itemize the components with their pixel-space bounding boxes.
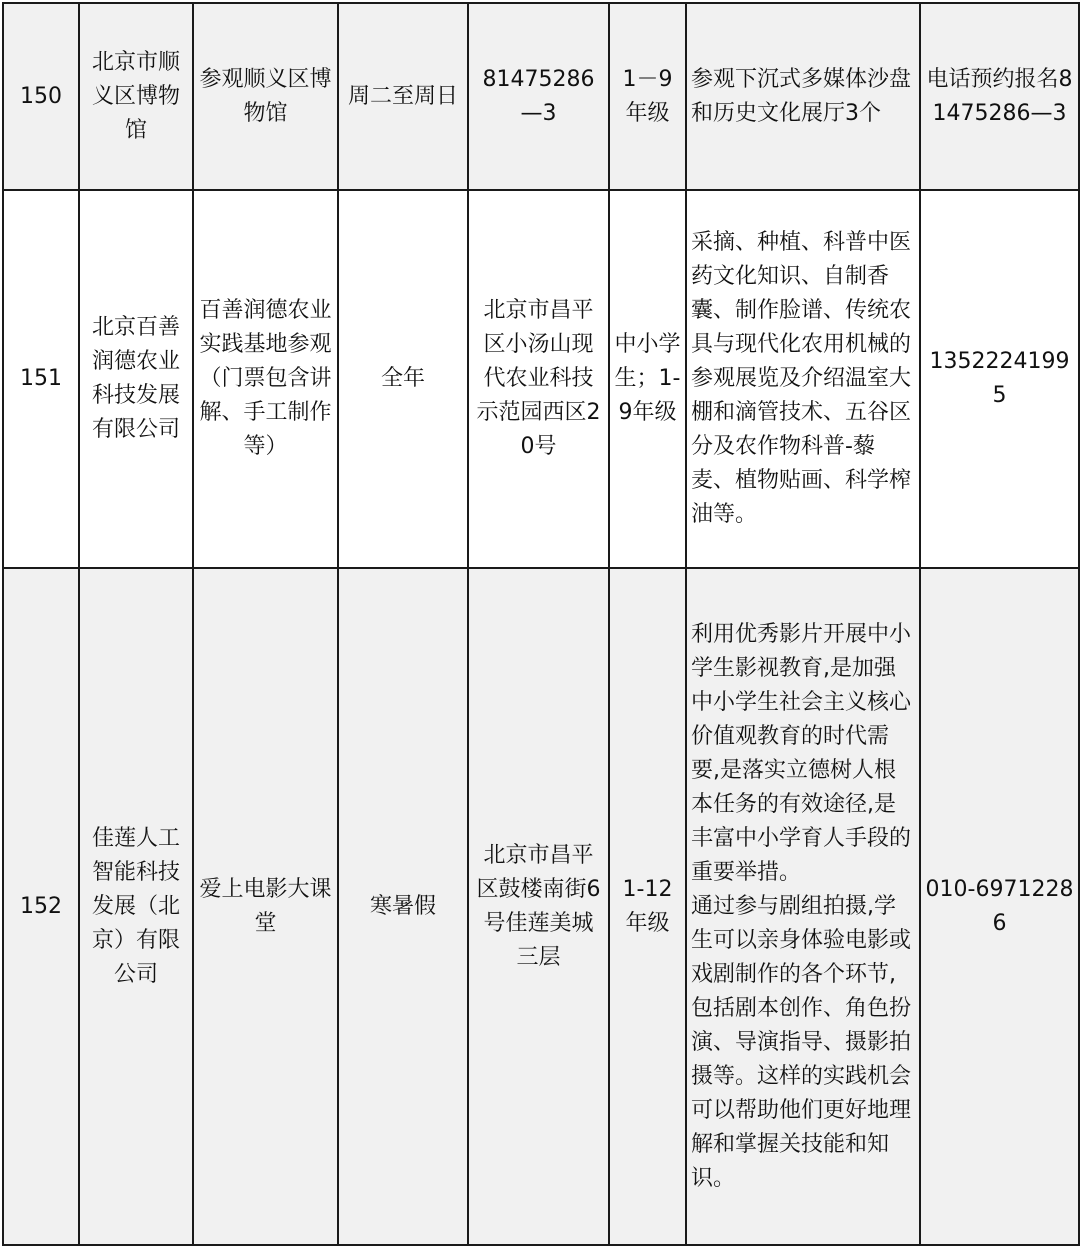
organization-cell: 北京百善润德农业科技发展有限公司	[79, 190, 193, 568]
grade-cell: 中小学生；1-9年级	[609, 190, 686, 568]
content-cell: 参观下沉式多媒体沙盘和历史文化展厅3个	[686, 3, 920, 190]
organization-cell: 佳莲人工智能科技发展（北京）有限公司	[79, 568, 193, 1245]
row-number: 151	[3, 190, 79, 568]
activity-name-cell: 参观顺义区博物馆	[193, 3, 338, 190]
activity-table	[2, 2, 1080, 1246]
row-number: 152	[3, 568, 79, 1245]
content-paragraph-1: 利用优秀影片开展中小学生影视教育,是加强中小学生社会主义核心价值观教育的时代需要,是落实立德树人根本任务的有效途径,是丰富中小学育人手段的重要举措。	[691, 621, 912, 885]
time-cell: 全年	[338, 190, 468, 568]
grade-cell: 1－9年级	[609, 3, 686, 190]
time-cell: 周二至周日	[338, 3, 468, 190]
content-cell: 采摘、种植、科普中医药文化知识、自制香囊、制作脸谱、传统农具与现代化农用机械的参观展览及介绍温室大棚和滴管技术、五谷区分及农作物科普-藜麦、植物贴画、科学榨油等。	[686, 190, 920, 568]
organization-cell: 北京市顺义区博物馆	[79, 3, 193, 190]
contact-cell: 电话预约报名81475286—3	[920, 3, 1079, 190]
row-number: 150	[3, 3, 79, 190]
activity-name-cell: 百善润德农业实践基地参观（门票包含讲解、手工制作等）	[193, 190, 338, 568]
table-row	[3, 3, 1079, 190]
contact-cell: 010-69712286	[920, 568, 1079, 1245]
time-cell: 寒暑假	[338, 568, 468, 1245]
address-cell: 北京市昌平区小汤山现代农业科技示范园西区20号	[468, 190, 609, 568]
activity-name-cell: 爱上电影大课堂	[193, 568, 338, 1245]
content-cell	[686, 568, 920, 1245]
content-paragraph-2: 通过参与剧组拍摄,学生可以亲身体验电影或戏剧制作的各个环节,包括剧本创作、角色扮演、导演指导、摄影拍摄等。这样的实践机会可以帮助他们更好地理解和掌握关技能和知识。	[691, 893, 912, 1191]
table-row	[3, 568, 1079, 1245]
address-cell: 81475286—3	[468, 3, 609, 190]
table-row	[3, 190, 1079, 568]
grade-cell: 1-12年级	[609, 568, 686, 1245]
address-cell: 北京市昌平区鼓楼南街6号佳莲美城三层	[468, 568, 609, 1245]
contact-cell: 13522241995	[920, 190, 1079, 568]
